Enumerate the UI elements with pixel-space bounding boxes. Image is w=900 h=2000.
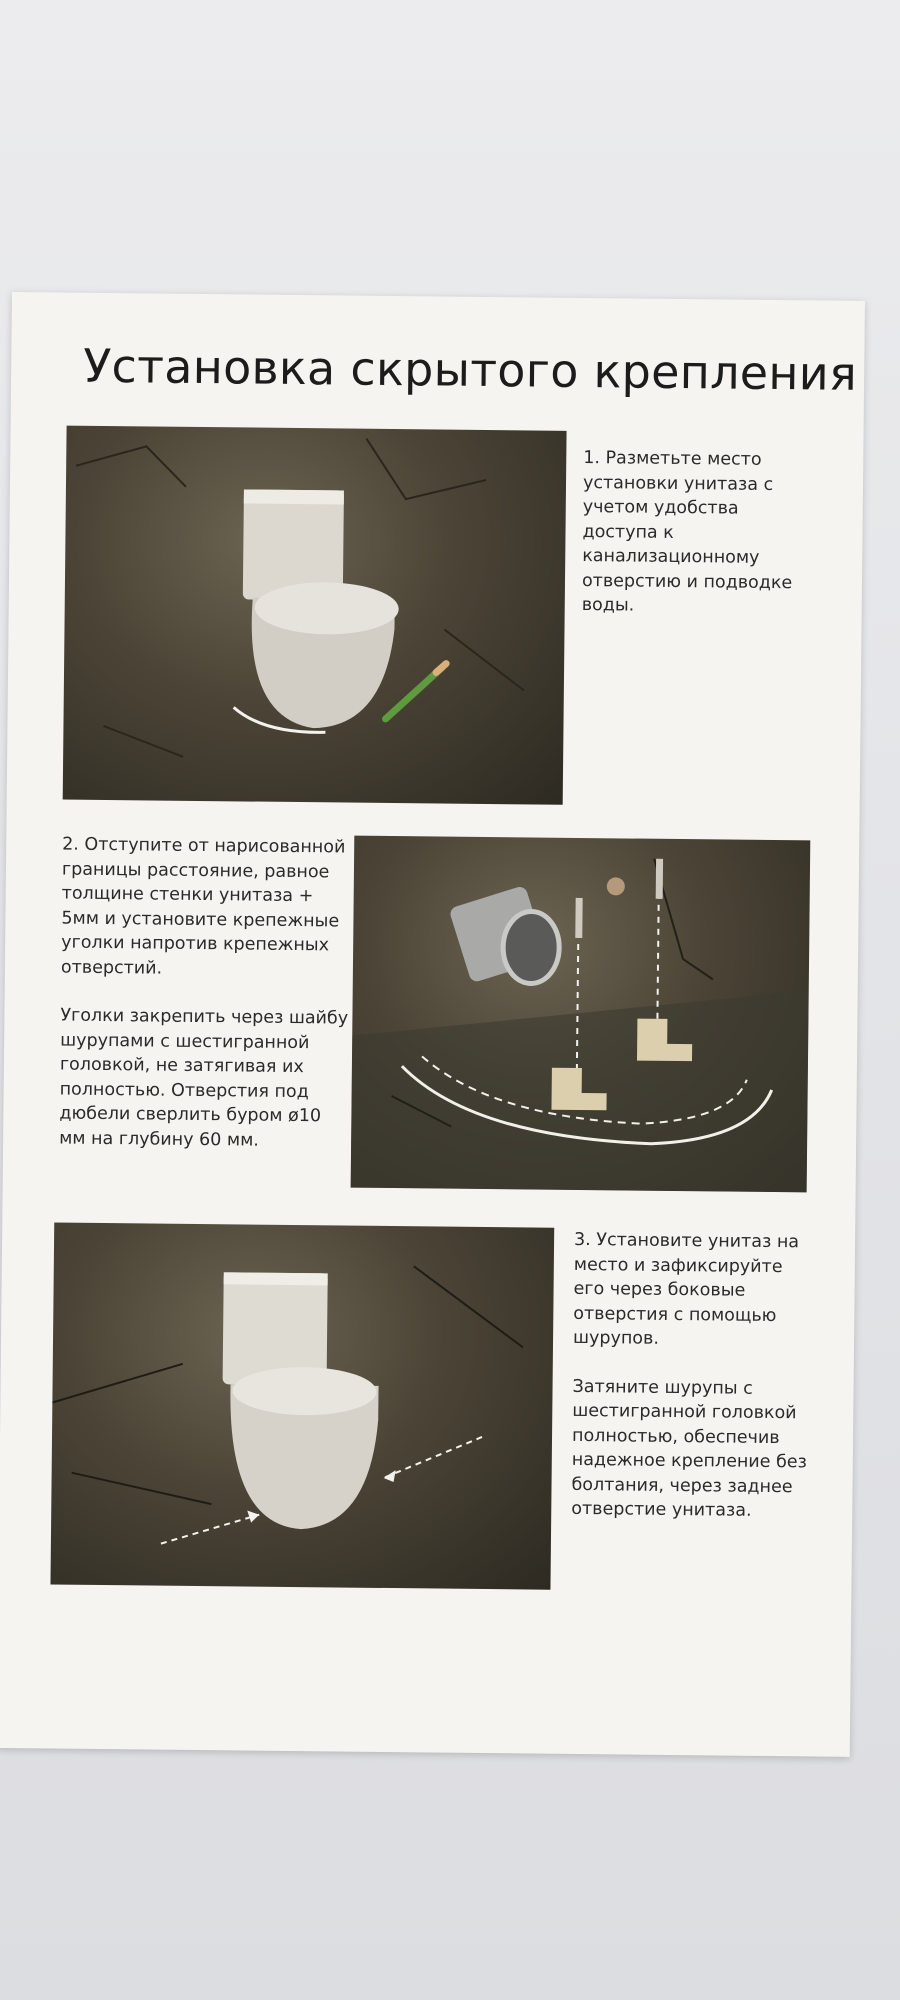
step-2-paragraph: 2. Отступите от нарисованной границы расстояние, равное толщине стенки унитаза + 5мм и установите крепежные уголки напротив крепежных отверстий. — [60, 834, 346, 979]
step-1-text — [581, 446, 813, 644]
step-2-photo — [351, 836, 811, 1193]
step-3-paragraph: 3. Установите унитаз на место и зафиксируйте его через боковые отверстия с помощью шурупов. — [572, 1229, 800, 1349]
step-1-photo — [63, 426, 567, 805]
step-2-text — [59, 833, 351, 1178]
page-title: Установка скрытого крепления — [82, 338, 858, 401]
step-1-paragraph: 1. Разметьте место установки унитаза с учетом удобства доступа к канализационному отверстию и подводке воды. — [581, 447, 793, 616]
instruction-sheet — [0, 292, 865, 1757]
step-3-paragraph-note: Затяните шурупы с шестигранной головкой полностью, обеспечив надежное крепление без болтания, через заднее отверстие унитаза. — [571, 1376, 808, 1521]
step-3-photo — [50, 1222, 554, 1589]
step-2-paragraph-note: Уголки закрепить через шайбу шурупами с шестигранной головкой, не затягивая их полностью. Отверстия под дюбели сверлить буром ø10 мм на глубину 60 мм. — [59, 1005, 349, 1151]
step-3-text — [571, 1228, 814, 1548]
